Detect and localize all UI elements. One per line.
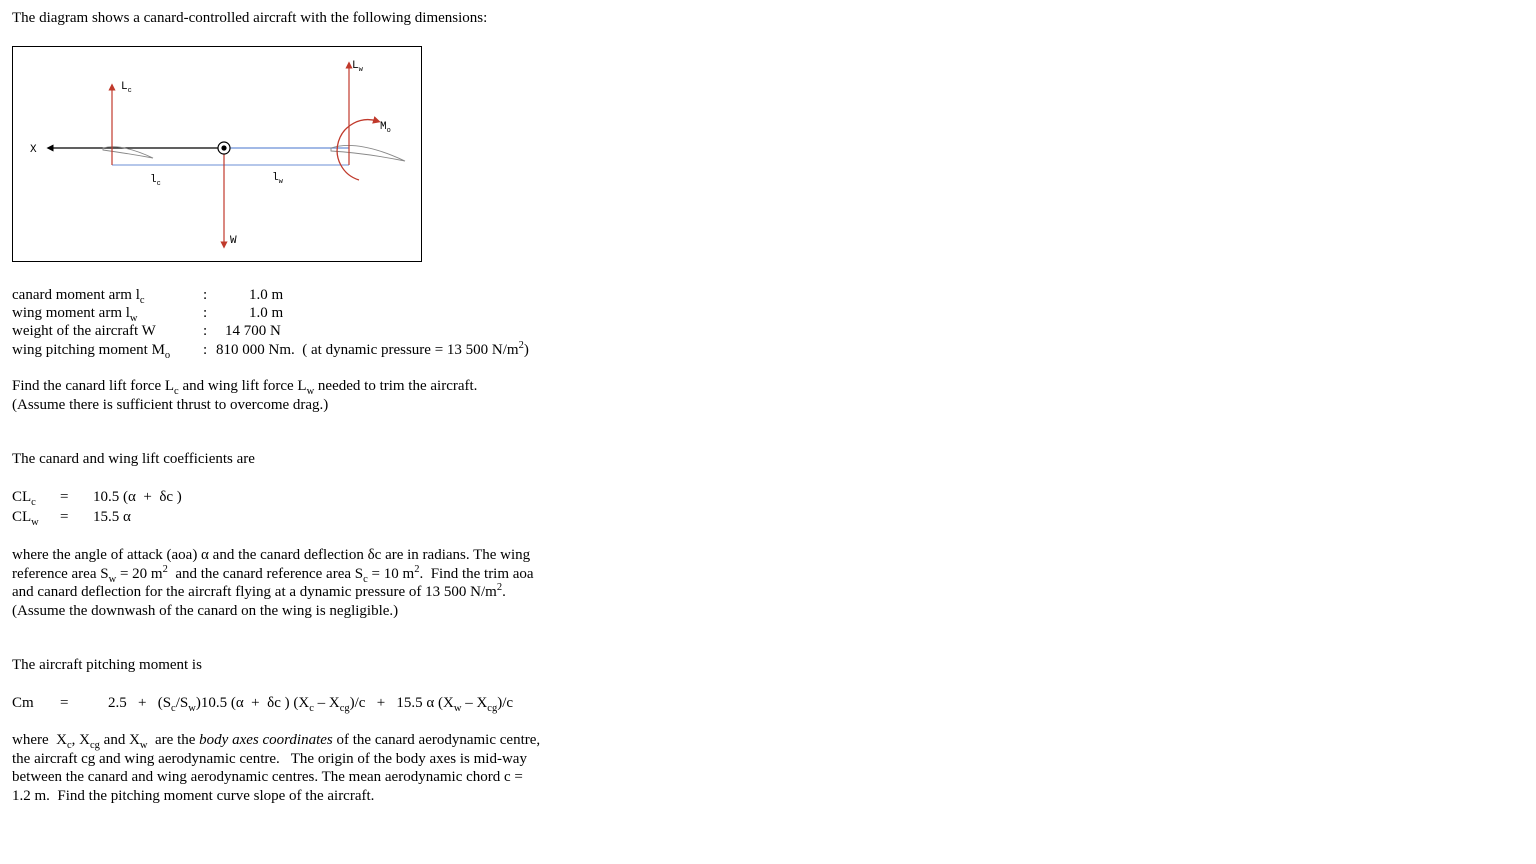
coefficients-intro: The canard and wing lift coefficients are xyxy=(12,451,255,467)
intro-text: The diagram shows a canard-controlled aircraft with the following dimensions: xyxy=(12,10,488,26)
wing-lift-label: $L_w$ xyxy=(352,60,363,74)
pitching-moment-arc xyxy=(337,120,377,180)
pitching-moment-intro: The aircraft pitching moment is xyxy=(12,657,202,673)
x-axis-label: X xyxy=(30,144,37,156)
weight-label: W xyxy=(230,235,237,247)
moment-label: $M_o$ xyxy=(380,121,391,135)
wing-arm-label: $l_w$ xyxy=(272,172,283,186)
question-3-text: where $X_c$, $X_{cg}$ and $X_w$ are the body axes coordinates of the canard aerodynamic centre, the aircraft cg and wing aerodynamic centre. The origin of the body axes is mid-way between the canard and wing aerodynamic centres. The mean aerodynamic chord c = 1.2 m. Find the pitching moment curve slope of the aircraft. xyxy=(12,732,541,804)
canard-lift-label: $L_c$ xyxy=(121,81,132,95)
question-1-text: Find the canard lift force $L_c$ and wing lift force $L_w$ needed to trim the aircraft. (Assume there is sufficient thrust to overcome drag.) xyxy=(12,378,478,413)
aircraft-diagram xyxy=(12,46,422,262)
question-2-text: where the angle of attack (aoa) α and the canard deflection δc are in radians. The wing reference area $S_w = 20$ $m^2$ and the canard reference area $S_c = 10$ $m^2$. Find the trim aoa and canard deflection for the aircraft flying at a dynamic pressure of 13 500 $N/m^2$. (Assume the downwash of the canard on the wing is negligible.) xyxy=(12,547,534,619)
canard-arm-label: $l_c$ xyxy=(150,174,161,188)
